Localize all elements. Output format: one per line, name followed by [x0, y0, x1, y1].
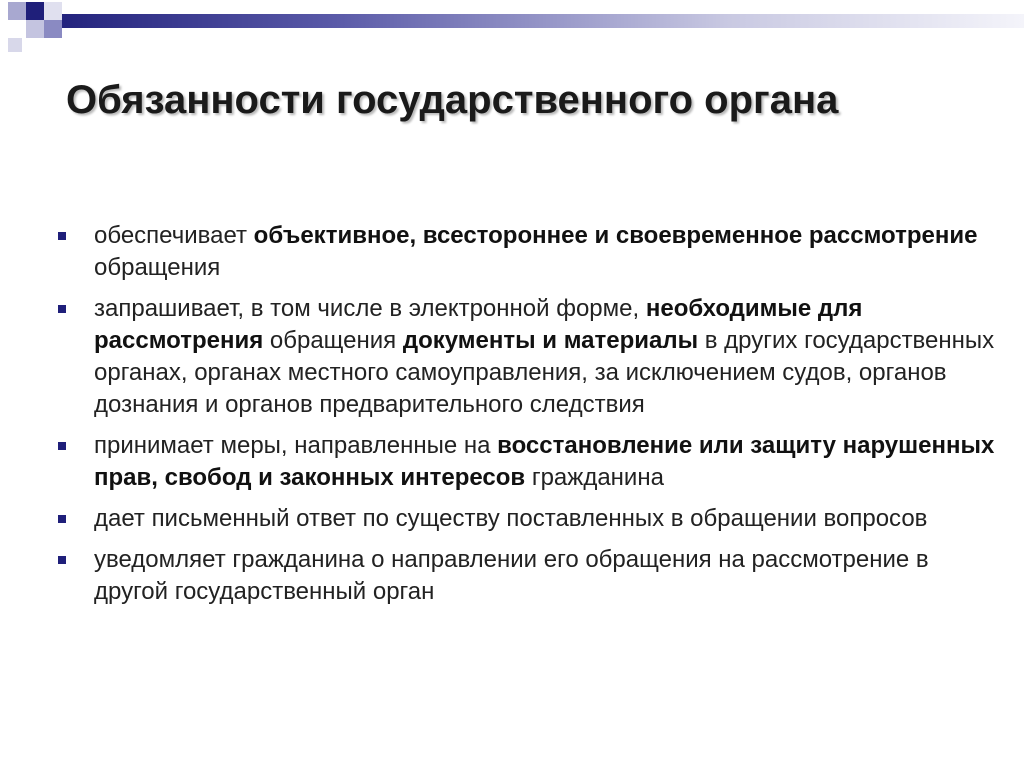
list-item-emphasis: документы и материалы — [402, 327, 699, 354]
list-item-text: обращения — [263, 327, 403, 354]
deco-square — [8, 38, 22, 52]
duties-list — [54, 220, 1004, 617]
deco-square — [8, 2, 26, 20]
list-item-text: гражданина — [525, 464, 664, 491]
list-item — [54, 220, 1004, 284]
square-bullet-icon — [58, 515, 66, 523]
list-item-text: обращения — [94, 254, 221, 281]
slide-title: Обязанности государственного органа — [66, 78, 839, 122]
list-item-emphasis: необходимые для рассмотрения — [94, 295, 863, 354]
list-item-emphasis: восстановление или защиту нарушенных прав, свобод и законных интересов — [94, 432, 995, 491]
square-bullet-icon — [58, 232, 66, 240]
list-item — [54, 544, 1004, 608]
deco-square — [44, 20, 62, 38]
list-item-text: принимает меры, направленные на — [94, 432, 498, 459]
deco-square — [26, 2, 44, 20]
deco-square — [44, 2, 62, 20]
square-bullet-icon — [58, 556, 66, 564]
deco-square — [26, 20, 44, 38]
square-bullet-icon — [58, 442, 66, 450]
list-item — [54, 430, 1004, 494]
list-item-text: уведомляет гражданина о направлении его обращения на рассмотрение в другой государственный орган — [94, 546, 929, 605]
list-item — [54, 503, 1004, 535]
list-item-text: в других государственных органах, органах местного самоуправления, за исключением судов, органов дознания и органов предварительного следствия — [94, 327, 995, 418]
list-item-text: запрашивает, в том числе в электронной форме, — [94, 295, 646, 322]
square-bullet-icon — [58, 305, 66, 313]
list-item — [54, 293, 1004, 421]
list-item-emphasis: объективное, всестороннее и своевременное рассмотрение — [253, 222, 978, 249]
list-item-text: дает письменный ответ по существу поставленных в обращении вопросов — [94, 505, 928, 532]
header-decoration — [0, 0, 1024, 60]
header-gradient-bar — [40, 14, 1024, 28]
list-item-text: обеспечивает — [94, 222, 254, 249]
